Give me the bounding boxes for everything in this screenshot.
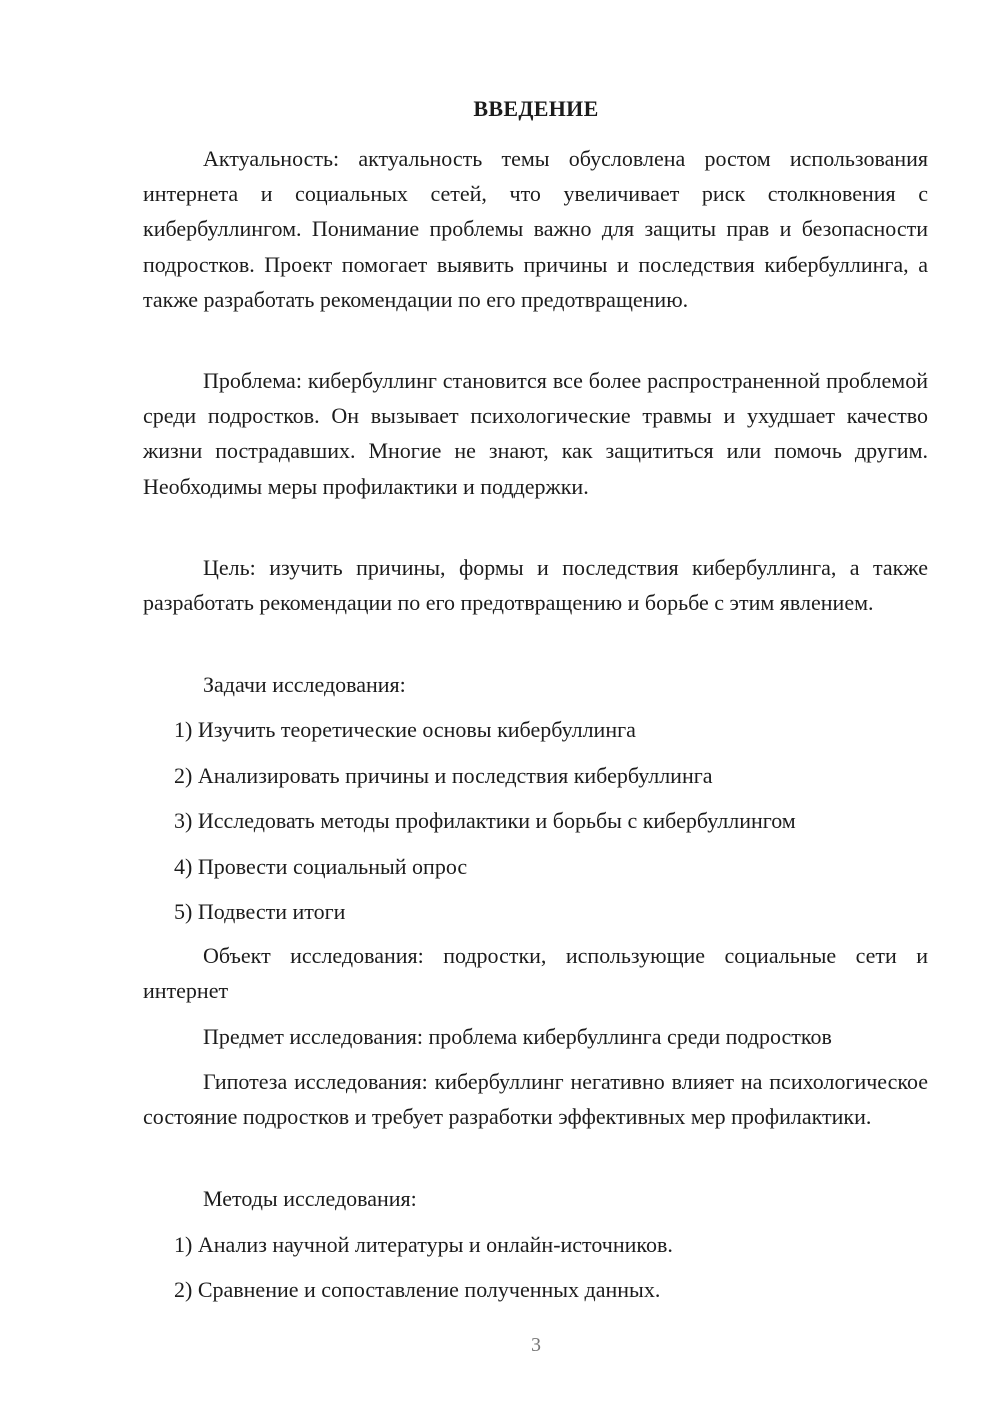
method-item-2: 2) Сравнение и сопоставление полученных данных. <box>174 1277 661 1302</box>
page-title-text: ВВЕДЕНИЕ <box>473 96 599 121</box>
paragraph-hypothesis: Гипотеза исследования: кибербуллинг негативно влияет на психологическое состояние подростков и требует разработки эффективных мер профилактики. <box>143 1069 928 1130</box>
method-item-1: 1) Анализ научной литературы и онлайн-источников. <box>174 1232 673 1257</box>
paragraph-relevance: Актуальность: актуальность темы обусловлена ростом использования интернета и социальных сетей, что увеличивает риск столкновения с кибербуллингом. Понимание проблемы важно для защиты прав и безопасности подростков. Проект помогает выявить причины и последствия кибербуллинга, а также разработать рекомендации по его предотвращению. <box>143 146 928 312</box>
methods-heading: Методы исследования: <box>203 1186 417 1211</box>
page-number <box>0 1334 1000 1357</box>
task-item-1: 1) Изучить теоретические основы кибербуллинга <box>174 717 636 742</box>
task-item-4: 4) Провести социальный опрос <box>174 854 468 879</box>
paragraph-goal: Цель: изучить причины, формы и последствия кибербуллинга, а также разработать рекомендации по его предотвращению и борьбе с этим явлением. <box>143 555 928 616</box>
task-item-2: 2) Анализировать причины и последствия кибербуллинга <box>174 763 713 788</box>
paragraph-object: Объект исследования: подростки, использующие социальные сети и интернет <box>143 943 928 1004</box>
paragraph-subject: Предмет исследования: проблема кибербуллинга среди подростков <box>203 1024 832 1049</box>
page-title <box>0 96 1000 122</box>
page-number-text: 3 <box>531 1334 541 1356</box>
paragraph-problem: Проблема: кибербуллинг становится все более распространенной проблемой среди подростков. Он вызывает психологические травмы и ухудшает качество жизни пострадавших. Многие не знают, как защититься или помочь другим. Необходимы меры профилактики и поддержки. <box>143 368 928 499</box>
tasks-heading: Задачи исследования: <box>203 672 406 697</box>
task-item-3: 3) Исследовать методы профилактики и борьбы с кибербуллингом <box>174 808 796 833</box>
task-item-5: 5) Подвести итоги <box>174 899 346 924</box>
